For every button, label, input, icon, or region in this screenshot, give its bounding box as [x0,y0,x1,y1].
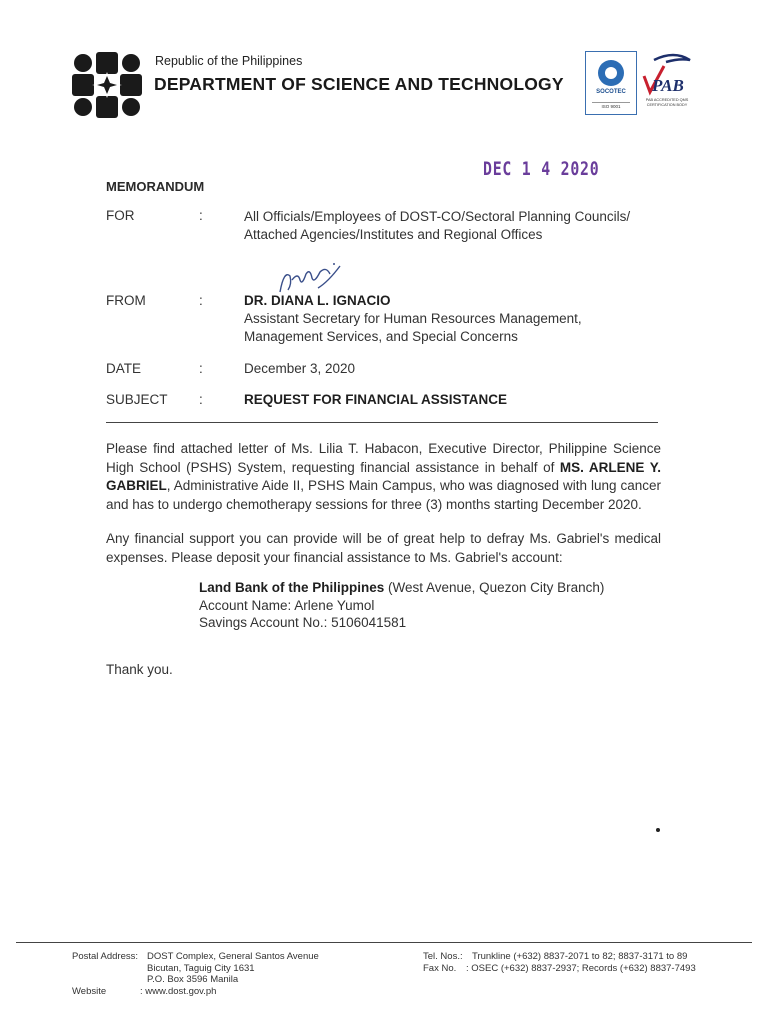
header-divider [106,422,658,423]
website-link[interactable]: : www.dost.gov.ph [140,986,217,997]
from-sender [244,292,582,346]
fax-value: : OSEC (+632) 8837-2937; Records (+632) 8837-7493 [466,963,696,974]
postal-address [147,951,319,986]
for-line-1: All Officials/Employees of DOST-CO/Sectoral Planning Councils/ [244,209,631,224]
subject-colon: : [199,392,203,407]
memo-title: MEMORANDUM [106,179,205,194]
website-label: Website [72,986,107,997]
socotec-certification-badge [585,51,637,115]
from-name: DR. DIANA L. IGNACIO [244,293,391,308]
pab-accreditation-badge [640,52,694,118]
paragraph-1 [106,440,661,514]
date-value: December 3, 2020 [244,361,356,376]
tel-label: Tel. Nos.: [423,951,463,962]
subject-label: SUBJECT [106,392,168,407]
subject-value: REQUEST FOR FINANCIAL ASSISTANCE [244,392,508,407]
bank-line [199,579,604,597]
received-date-stamp: DEC 1 4 2020 [483,158,600,180]
paragraph-1-text-b: , Administrative Aide II, PSHS Main Campus, who was diagnosed with lung cancer and has to undergo chemotherapy sessions for three (3) months starting December 2020. [106,478,661,512]
for-label: FOR [106,208,135,223]
postal-line-3: P.O. Box 3596 Manila [147,974,239,985]
bank-details [199,579,604,632]
postal-label: Postal Address: [72,951,139,962]
for-colon: : [199,208,203,223]
from-colon: : [199,293,203,308]
date-colon: : [199,361,203,376]
stray-mark [656,828,660,832]
socotec-seal-icon [598,60,624,86]
pab-label: PAB [652,76,684,95]
socotec-label: SOCOTEC [596,89,626,95]
paragraph-1-text-a: Please find attached letter of Ms. Lilia T. Habacon, Executive Director, Philippine Science High School (PSHS) System, requesting financial assistance in behalf of [106,441,661,475]
bank-branch: (West Avenue, Quezon City Branch) [384,580,605,595]
account-name: Account Name: Arlene Yumol [199,597,375,613]
closing: Thank you. [106,662,173,677]
from-title-line-2: Management Services, and Special Concerns [244,329,518,344]
for-recipients [244,208,630,244]
bank-name: Land Bank of the Philippines [199,580,385,595]
dost-logo-icon [72,52,142,118]
footer-divider [16,942,752,943]
pab-subtitle: PAB ACCREDITED QMS CERTIFICATION BODY [645,98,689,107]
account-number: Savings Account No.: 5106041581 [199,615,407,630]
for-line-2: Attached Agencies/Institutes and Regional Offices [244,227,543,242]
fax-label: Fax No. [423,963,457,974]
paragraph-2: Any financial support you can provide will be of great help to defray Ms. Gabriel's medical expenses. Please deposit your financial assistance to Ms. Gabriel's account: [106,531,661,565]
republic-heading: Republic of the Philippines [155,54,303,68]
tel-value: Trunkline (+632) 8837-2071 to 82; 8837-3171 to 89 [472,951,688,962]
socotec-iso-label: ISO 9001 [592,102,630,109]
date-label: DATE [106,361,142,376]
postal-line-2: Bicutan, Taguig City 1631 [147,962,255,974]
beneficiary-name: MS. ARLENE Y. GABRIEL [106,459,661,493]
department-heading: DEPARTMENT OF SCIENCE AND TECHNOLOGY [154,74,564,94]
from-label: FROM [106,293,146,308]
postal-line-1: DOST Complex, General Santos Avenue [147,951,319,962]
from-title-line-1: Assistant Secretary for Human Resources Management, [244,311,582,326]
